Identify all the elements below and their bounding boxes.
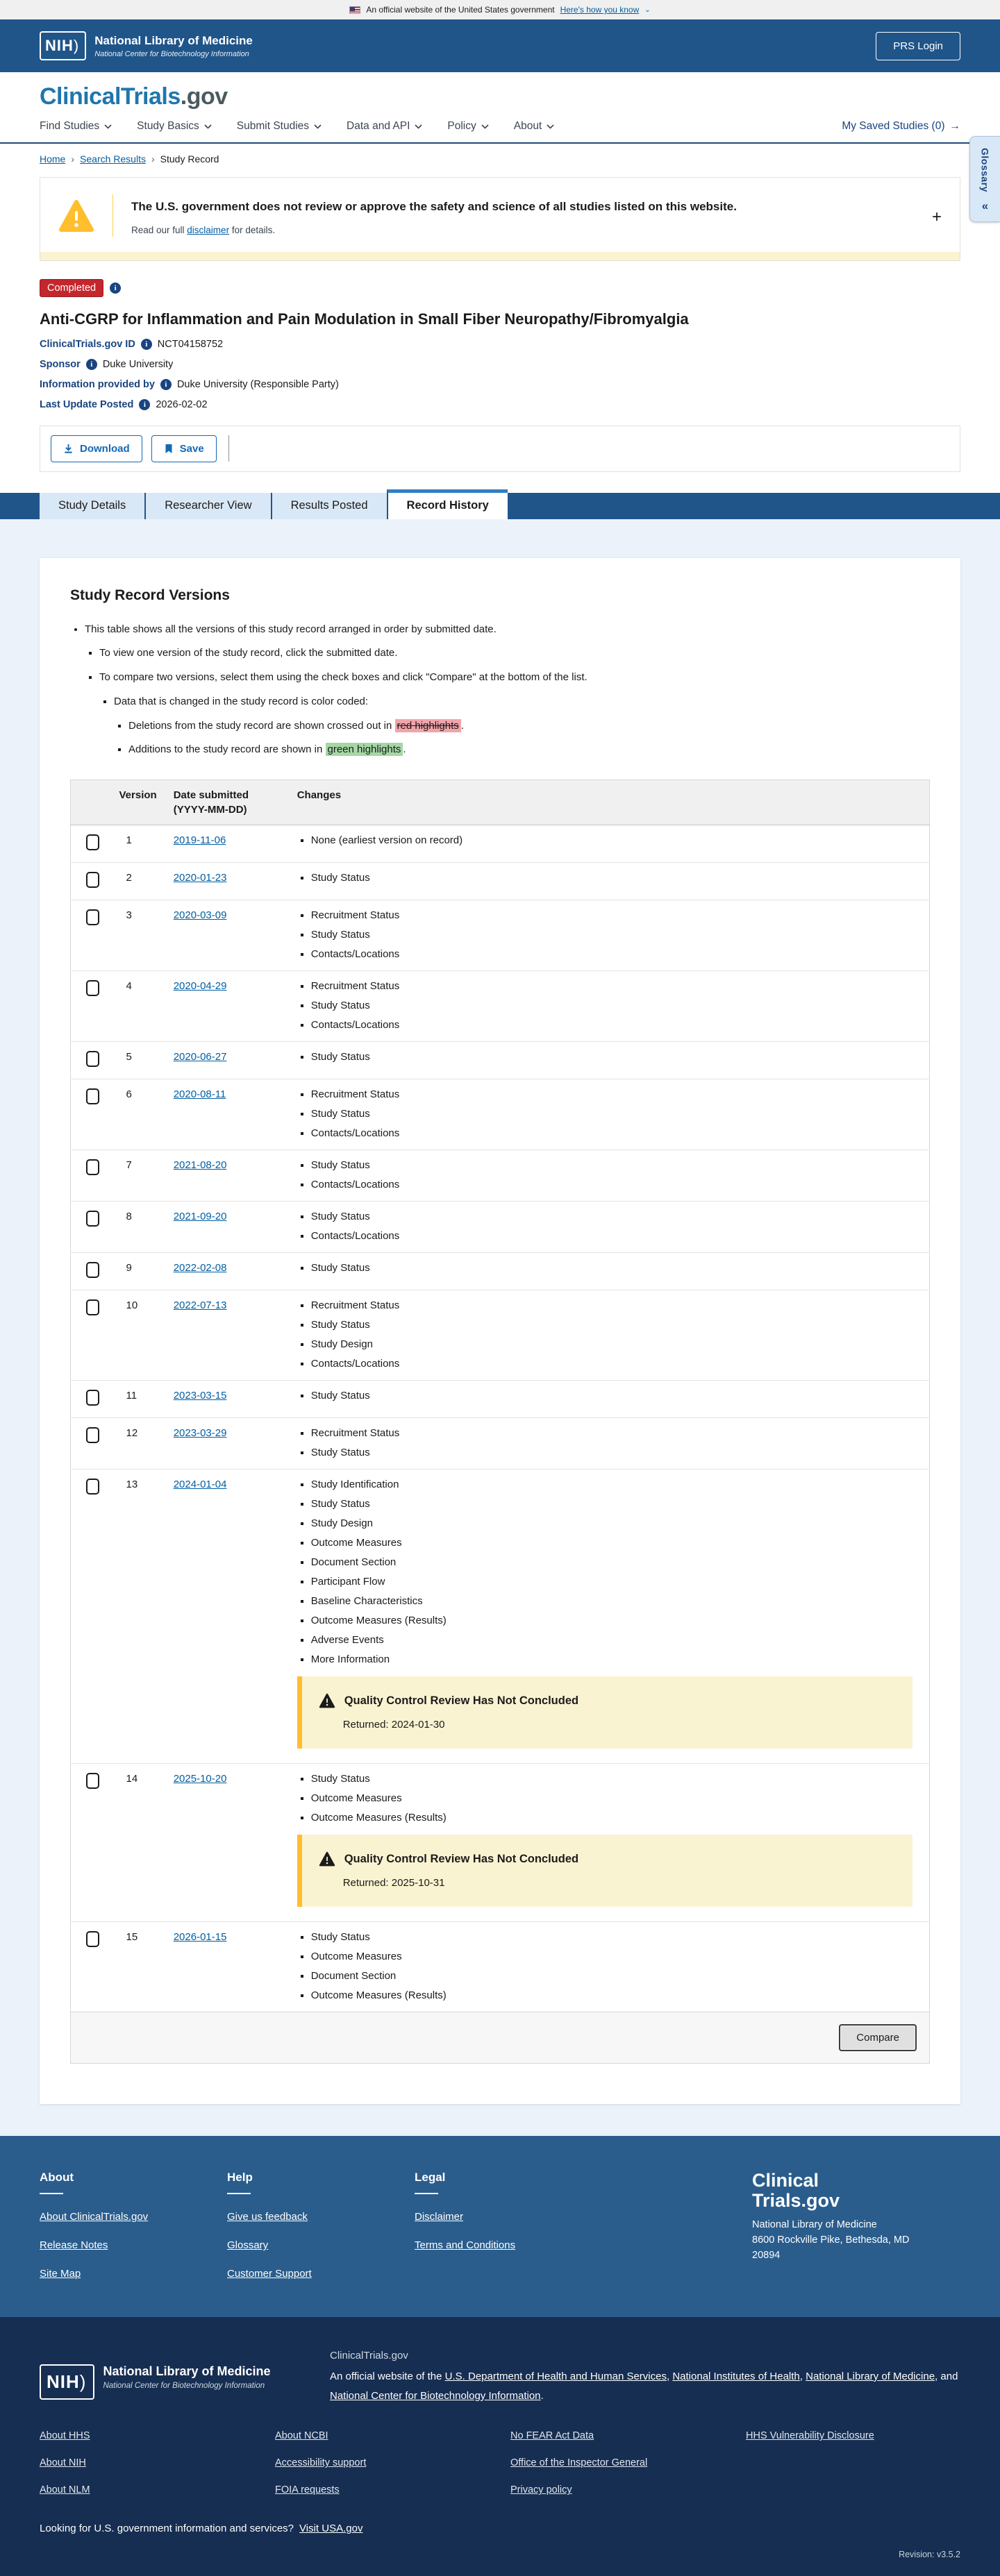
change-item: ▪ Study Status	[311, 1498, 921, 1510]
footer-brand: Clinical Trials.gov National Library of Medicine 8600 Rockville Pike, Bethesda, MD 20894	[752, 2171, 960, 2280]
nav-item-label: Find Studies	[40, 120, 100, 132]
gov-banner	[0, 0, 1000, 19]
changes-cell	[289, 1764, 930, 1922]
footer-link-customer-support[interactable]: Customer Support	[227, 2268, 312, 2280]
change-item: ▪ Outcome Measures (Results)	[311, 1989, 921, 2001]
changes-cell	[289, 1253, 930, 1290]
revision-label: Revision: v3.5.2	[899, 2550, 960, 2560]
study-meta-row	[40, 379, 960, 390]
breadcrumb-separator: ›	[151, 153, 155, 165]
nav-item-label: About	[513, 120, 542, 132]
changes-cell	[289, 971, 930, 1042]
footer-link-give-us-feedback[interactable]: Give us feedback	[227, 2211, 308, 2223]
version-number: 1	[111, 825, 165, 863]
footer-link-disclaimer[interactable]: Disclaimer	[415, 2211, 464, 2223]
info-icon[interactable]	[139, 399, 150, 410]
change-item: ▪ Outcome Measures (Results)	[311, 1812, 921, 1824]
versions-table	[70, 780, 930, 2064]
chevron-down-icon: ⌄	[644, 6, 651, 14]
version-number: 5	[111, 1042, 165, 1079]
changes-cell	[289, 1381, 930, 1418]
footer-sitename: ClinicalTrials.gov	[330, 2350, 408, 2362]
version-row	[71, 1253, 930, 1290]
nav-item-data-and-api[interactable]	[347, 120, 422, 133]
version-number: 3	[111, 900, 165, 971]
footer-link-privacy-policy[interactable]: Privacy policy	[510, 2484, 572, 2496]
disclaimer-link[interactable]: disclaimer	[187, 225, 230, 235]
version-row	[71, 825, 930, 863]
change-item: ▪ None (earliest version on record)	[311, 834, 921, 846]
version-date-link[interactable]: 2024-01-04	[173, 1479, 227, 1491]
change-item: ▪ Recruitment Status	[311, 1299, 921, 1311]
changes-column-header: Changes	[289, 780, 930, 825]
changes-cell	[289, 1150, 930, 1202]
save-button[interactable]: Save	[151, 435, 217, 462]
change-item: ▪ Study Status	[311, 1447, 921, 1458]
disclaimer-title: The U.S. government does not review or approve the safety and science of all studies listed on this website.	[131, 200, 737, 213]
change-item: ▪ Study Status	[311, 1211, 921, 1222]
change-item: ▪ Study Identification	[311, 1479, 921, 1490]
changes-cell	[289, 1079, 930, 1150]
version-checkbox[interactable]	[86, 1931, 99, 1947]
nav-item-label: Study Basics	[137, 120, 199, 132]
change-item: ▪ Participant Flow	[311, 1576, 921, 1588]
qc-alert-title: Quality Control Review Has Not Concluded	[344, 1852, 579, 1865]
footer-column-heading: About	[40, 2171, 227, 2194]
meta-label: ClinicalTrials.gov ID	[40, 338, 135, 350]
change-item: ▪ Study Status	[311, 1000, 921, 1011]
agency-footer	[0, 2317, 1000, 2576]
expand-banner-button[interactable]: +	[931, 207, 942, 226]
footer-link-about-nlm[interactable]: About NLM	[40, 2484, 90, 2496]
version-checkbox[interactable]	[86, 1773, 99, 1789]
study-meta	[40, 339, 960, 410]
nih-logo-footer[interactable]	[40, 2364, 297, 2405]
tab-study-details[interactable]: Study Details	[40, 493, 144, 519]
compare-button[interactable]: Compare	[839, 2024, 917, 2051]
gov-banner-text: An official website of the United States government	[366, 5, 555, 15]
info-icon[interactable]	[141, 339, 152, 350]
chevron-down-icon	[547, 124, 554, 129]
breadcrumb-current: Study Record	[160, 153, 219, 165]
meta-value: Duke University (Responsible Party)	[176, 378, 339, 390]
nav-item-find-studies[interactable]	[40, 120, 112, 133]
changes-cell	[289, 1922, 930, 2012]
record-history-section	[0, 519, 1000, 2137]
change-item: ▪ Study Status	[311, 1390, 921, 1401]
prs-login-button[interactable]: PRS Login	[876, 32, 960, 60]
bookmark-icon	[164, 444, 174, 454]
changes-cell	[289, 1418, 930, 1470]
change-item: ▪ Recruitment Status	[311, 909, 921, 921]
version-checkbox[interactable]	[86, 834, 99, 850]
chevron-down-icon	[204, 124, 212, 129]
version-date-link[interactable]: 2023-03-15	[173, 1390, 227, 1402]
checkbox-column-header	[71, 780, 111, 825]
change-item: ▪ Adverse Events	[311, 1634, 921, 1646]
study-meta-row	[40, 339, 960, 350]
nav-item-label: Policy	[447, 120, 476, 132]
warning-triangle-icon	[58, 199, 94, 233]
download-icon	[63, 444, 74, 454]
change-item: ▪ Outcome Measures	[311, 1951, 921, 1962]
version-date-link[interactable]: 2026-01-15	[173, 1931, 227, 1944]
version-row	[71, 1290, 930, 1381]
footer-links-column	[275, 2430, 490, 2511]
version-row	[71, 1922, 930, 2012]
version-date-link[interactable]: 2019-11-06	[173, 834, 226, 847]
version-number: 2	[111, 863, 165, 900]
meta-value: NCT04158752	[157, 338, 224, 350]
section-heading: Study Record Versions	[70, 587, 230, 603]
footer-column-heading: Help	[227, 2171, 415, 2194]
change-item: ▪ Study Status	[311, 1773, 921, 1785]
usa-gov-line: Looking for U.S. government information and services? Visit USA.gov	[40, 2523, 363, 2535]
footer-column-legal	[415, 2171, 602, 2280]
version-number: 7	[111, 1150, 165, 1202]
change-item: ▪ Study Status	[311, 1051, 921, 1063]
arrow-right-icon: →	[949, 120, 960, 132]
change-item: ▪ Document Section	[311, 1970, 921, 1982]
nav-item-about[interactable]	[514, 120, 555, 133]
nav-item-policy[interactable]	[447, 120, 488, 133]
footer-links-column	[40, 2430, 254, 2511]
change-item: ▪ Outcome Measures	[311, 1792, 921, 1804]
disclaimer-subtext: Read our full disclaimer for details.	[131, 225, 276, 235]
version-checkbox[interactable]	[86, 1390, 99, 1406]
version-checkbox[interactable]	[86, 1211, 99, 1227]
nlm-title: National Library of Medicine	[103, 2364, 271, 2379]
nih-logo-icon: NIH)	[40, 31, 86, 60]
version-number: 14	[111, 1764, 165, 1922]
chevron-down-icon	[314, 124, 322, 129]
version-number: 13	[111, 1470, 165, 1764]
version-checkbox[interactable]	[86, 1299, 99, 1315]
change-item: ▪ Document Section	[311, 1556, 921, 1568]
info-icon[interactable]	[160, 379, 172, 390]
version-row	[71, 900, 930, 971]
footer-link-release-notes[interactable]: Release Notes	[40, 2239, 108, 2252]
change-item: ▪ Study Status	[311, 1319, 921, 1331]
changes-cell	[289, 825, 930, 863]
breadcrumb-link-search-results[interactable]: Search Results	[80, 153, 146, 165]
how-you-know-link[interactable]: Here's how you know	[560, 5, 640, 15]
meta-label: Information provided by	[40, 378, 155, 390]
change-item: ▪ Recruitment Status	[311, 1088, 921, 1100]
version-row	[71, 1202, 930, 1253]
footer-link-no-fear-act-data[interactable]: No FEAR Act Data	[510, 2430, 594, 2442]
change-item: ▪ Study Status	[311, 929, 921, 941]
version-checkbox[interactable]	[86, 980, 99, 996]
primary-nav	[40, 113, 960, 142]
official-statement: ClinicalTrials.gov An official website of the U.S. Department of Health and Human Services, National Institutes of Health, National Library of Medicine, and National Center for Biotechnology Information.	[330, 2346, 960, 2405]
green-highlight-sample: green highlights	[326, 743, 403, 756]
breadcrumb-link-home[interactable]: Home	[40, 153, 66, 165]
version-date-link[interactable]: 2021-09-20	[173, 1211, 227, 1223]
tabs-band	[0, 493, 1000, 519]
changes-cell	[289, 900, 930, 971]
study-meta-row	[40, 359, 960, 370]
version-date-link[interactable]: 2020-04-29	[173, 980, 227, 993]
disclaimer-banner	[40, 177, 960, 261]
change-item: ▪ Contacts/Locations	[311, 1127, 921, 1139]
info-icon[interactable]	[110, 283, 121, 294]
breadcrumb	[40, 144, 960, 171]
version-checkbox[interactable]	[86, 909, 99, 925]
download-button[interactable]: Download	[51, 435, 142, 462]
date-column-header: Date submitted (YYYY-MM-DD)	[165, 780, 289, 825]
change-item: ▪ Recruitment Status	[311, 1427, 921, 1439]
change-item: ▪ Contacts/Locations	[311, 948, 921, 960]
footer-links-grid	[40, 2430, 960, 2511]
version-date-link[interactable]: 2023-03-29	[173, 1427, 227, 1440]
visit-usagov-link[interactable]: Visit USA.gov	[299, 2523, 363, 2535]
change-item: ▪ Study Design	[311, 1517, 921, 1529]
footer-link-about-clinicaltrials-gov[interactable]: About ClinicalTrials.gov	[40, 2211, 149, 2223]
version-date-link[interactable]: 2020-06-27	[173, 1051, 227, 1063]
official-link-national-center-for-biotechnology-inform[interactable]: National Center for Biotechnology Information	[330, 2389, 541, 2402]
table-instructions: • This table shows all the versions of this study record arranged in order by submitted date. ▪ To view one version of the study record, click the submitted date. ▪ To compare two versions, select them using the check boxes and click "Compare" at the bottom of the list. ▪ Data that is changed in the study record is color coded: ▪ Deletions from the study record are shown crossed out in red highlights . ▪ Additions to the study record are shown in green highlights .	[70, 622, 930, 758]
qc-review-alert	[297, 1835, 912, 1907]
divider	[228, 435, 229, 462]
changes-cell	[289, 1042, 930, 1079]
footer-link-about-ncbi[interactable]: About NCBI	[275, 2430, 328, 2442]
nlm-title: National Library of Medicine	[94, 33, 253, 47]
version-number: 9	[111, 1253, 165, 1290]
site-footer	[0, 2136, 1000, 2317]
changes-cell	[289, 1202, 930, 1253]
version-date-link[interactable]: 2022-07-13	[173, 1299, 227, 1312]
meta-label: Sponsor	[40, 358, 81, 370]
tab-researcher-view[interactable]: Researcher View	[144, 493, 270, 519]
official-link-national-library-of-medicine[interactable]: National Library of Medicine	[806, 2370, 935, 2382]
change-item: ▪ Study Status	[311, 872, 921, 884]
footer-column-help	[227, 2171, 415, 2280]
footer-address-line: 20894	[752, 2249, 781, 2261]
nih-logo[interactable]	[40, 31, 253, 60]
changes-cell	[289, 1290, 930, 1381]
info-icon[interactable]	[86, 359, 97, 370]
official-link-u-s-department-of-health-and-human-servi[interactable]: U.S. Department of Health and Human Services	[444, 2370, 667, 2382]
version-row	[71, 1470, 930, 1764]
breadcrumb-separator: ›	[71, 153, 75, 165]
footer-link-about-nih[interactable]: About NIH	[40, 2457, 86, 2469]
my-saved-studies-link[interactable]: My Saved Studies (0) →	[842, 120, 960, 132]
version-number: 12	[111, 1418, 165, 1470]
change-item: ▪ Study Status	[311, 1931, 921, 1943]
version-column-header: Version	[111, 780, 165, 825]
qc-returned-date: Returned: 2025-10-31	[342, 1877, 445, 1889]
red-highlight-sample: red highlights	[395, 719, 461, 732]
change-item: ▪ Contacts/Locations	[311, 1179, 921, 1190]
nlm-header	[0, 19, 1000, 72]
glossary-tab-label: Glossary	[979, 148, 991, 192]
us-flag-icon	[349, 6, 360, 14]
warning-triangle-icon	[319, 1851, 335, 1867]
chevron-down-icon	[415, 124, 422, 129]
tab-results-posted[interactable]: Results Posted	[271, 493, 387, 519]
nav-item-study-basics[interactable]	[137, 120, 212, 133]
footer-link-terms-and-conditions[interactable]: Terms and Conditions	[415, 2239, 516, 2252]
qc-alert-title: Quality Control Review Has Not Concluded	[344, 1694, 579, 1707]
tab-record-history[interactable]: Record History	[387, 489, 508, 519]
footer-link-foia-requests[interactable]: FOIA requests	[275, 2484, 340, 2496]
nlm-subtitle: National Center for Biotechnology Information	[103, 2382, 265, 2391]
version-row	[71, 1042, 930, 1079]
clinicaltrials-logo[interactable]: ClinicalTrials.gov	[40, 83, 228, 110]
version-date-link[interactable]: 2021-08-20	[173, 1159, 227, 1172]
actions-toolbar	[40, 426, 960, 472]
version-number: 15	[111, 1922, 165, 2012]
version-checkbox[interactable]	[86, 1159, 99, 1175]
study-tabs	[40, 493, 960, 519]
version-number: 11	[111, 1381, 165, 1418]
change-item: ▪ Study Status	[311, 1159, 921, 1171]
footer-address	[752, 2218, 960, 2263]
version-date-link[interactable]: 2020-08-11	[173, 1088, 226, 1101]
footer-links-column	[510, 2430, 725, 2511]
version-date-link[interactable]: 2022-02-08	[173, 1262, 227, 1274]
nav-item-label: Submit Studies	[236, 120, 310, 132]
meta-value: 2026-02-02	[156, 398, 208, 410]
footer-link-site-map[interactable]: Site Map	[40, 2268, 81, 2280]
footer-link-about-hhs[interactable]: About HHS	[40, 2430, 90, 2442]
version-checkbox[interactable]	[86, 1262, 99, 1278]
version-date-link[interactable]: 2025-10-20	[173, 1773, 227, 1785]
version-checkbox[interactable]	[86, 1051, 99, 1067]
change-item: ▪ More Information	[311, 1653, 921, 1665]
version-row	[71, 1150, 930, 1202]
status-badge: Completed	[40, 279, 103, 297]
version-number: 6	[111, 1079, 165, 1150]
change-item: ▪ Recruitment Status	[311, 980, 921, 992]
version-number: 10	[111, 1290, 165, 1381]
footer-address-line: National Library of Medicine	[752, 2219, 877, 2231]
meta-label: Last Update Posted	[40, 398, 134, 410]
change-item: ▪ Outcome Measures (Results)	[311, 1615, 921, 1626]
footer-link-hhs-vulnerability-disclosure[interactable]: HHS Vulnerability Disclosure	[746, 2430, 874, 2442]
version-number: 8	[111, 1202, 165, 1253]
versions-table-body	[71, 825, 930, 2012]
meta-value: Duke University	[102, 358, 174, 370]
chevron-down-icon	[481, 124, 489, 129]
qc-review-alert	[297, 1676, 912, 1749]
nav-item-label: Data and API	[347, 120, 410, 132]
change-item: ▪ Study Status	[311, 1262, 921, 1274]
nav-item-submit-studies[interactable]	[237, 120, 322, 133]
change-item: ▪ Study Status	[311, 1108, 921, 1120]
change-item: ▪ Contacts/Locations	[311, 1019, 921, 1031]
change-item: ▪ Outcome Measures	[311, 1537, 921, 1549]
change-item: ▪ Study Design	[311, 1338, 921, 1350]
chevron-down-icon	[104, 124, 112, 129]
version-checkbox[interactable]	[86, 1427, 99, 1443]
version-date-link[interactable]: 2020-03-09	[173, 909, 227, 922]
collapse-left-icon: «	[981, 199, 989, 212]
footer-address-line: 8600 Rockville Pike, Bethesda, MD	[752, 2234, 910, 2246]
qc-returned-date: Returned: 2024-01-30	[342, 1719, 445, 1731]
changes-cell	[289, 863, 930, 900]
version-row	[71, 1418, 930, 1470]
study-title: Anti-CGRP for Inflammation and Pain Modulation in Small Fiber Neuropathy/Fibromyalgia	[40, 310, 689, 328]
footer-links-column	[746, 2430, 960, 2511]
official-link-national-institutes-of-health[interactable]: National Institutes of Health	[672, 2370, 800, 2382]
version-row	[71, 1381, 930, 1418]
version-checkbox[interactable]	[86, 1479, 99, 1495]
version-date-link[interactable]: 2020-01-23	[173, 872, 227, 884]
footer-link-accessibility-support[interactable]: Accessibility support	[275, 2457, 367, 2469]
version-row	[71, 1764, 930, 1922]
version-row	[71, 1079, 930, 1150]
version-number: 4	[111, 971, 165, 1042]
changes-cell	[289, 1470, 930, 1764]
footer-link-glossary[interactable]: Glossary	[227, 2239, 269, 2252]
change-item: ▪ Contacts/Locations	[311, 1358, 921, 1370]
study-meta-row	[40, 399, 960, 410]
footer-column-about	[40, 2171, 227, 2280]
change-item: ▪ Baseline Characteristics	[311, 1595, 921, 1607]
change-item: ▪ Contacts/Locations	[311, 1230, 921, 1242]
nih-logo-icon: NIH)	[40, 2364, 94, 2400]
primary-nav-list	[40, 120, 554, 133]
footer-link-office-of-the-inspector-general[interactable]: Office of the Inspector General	[510, 2457, 648, 2469]
version-checkbox[interactable]	[86, 1088, 99, 1104]
nlm-subtitle: National Center for Biotechnology Information	[94, 49, 249, 58]
version-row	[71, 971, 930, 1042]
warning-triangle-icon	[319, 1693, 335, 1708]
glossary-side-tab[interactable]	[969, 136, 1000, 222]
version-checkbox[interactable]	[86, 872, 99, 888]
version-row	[71, 863, 930, 900]
footer-column-heading: Legal	[415, 2171, 602, 2194]
